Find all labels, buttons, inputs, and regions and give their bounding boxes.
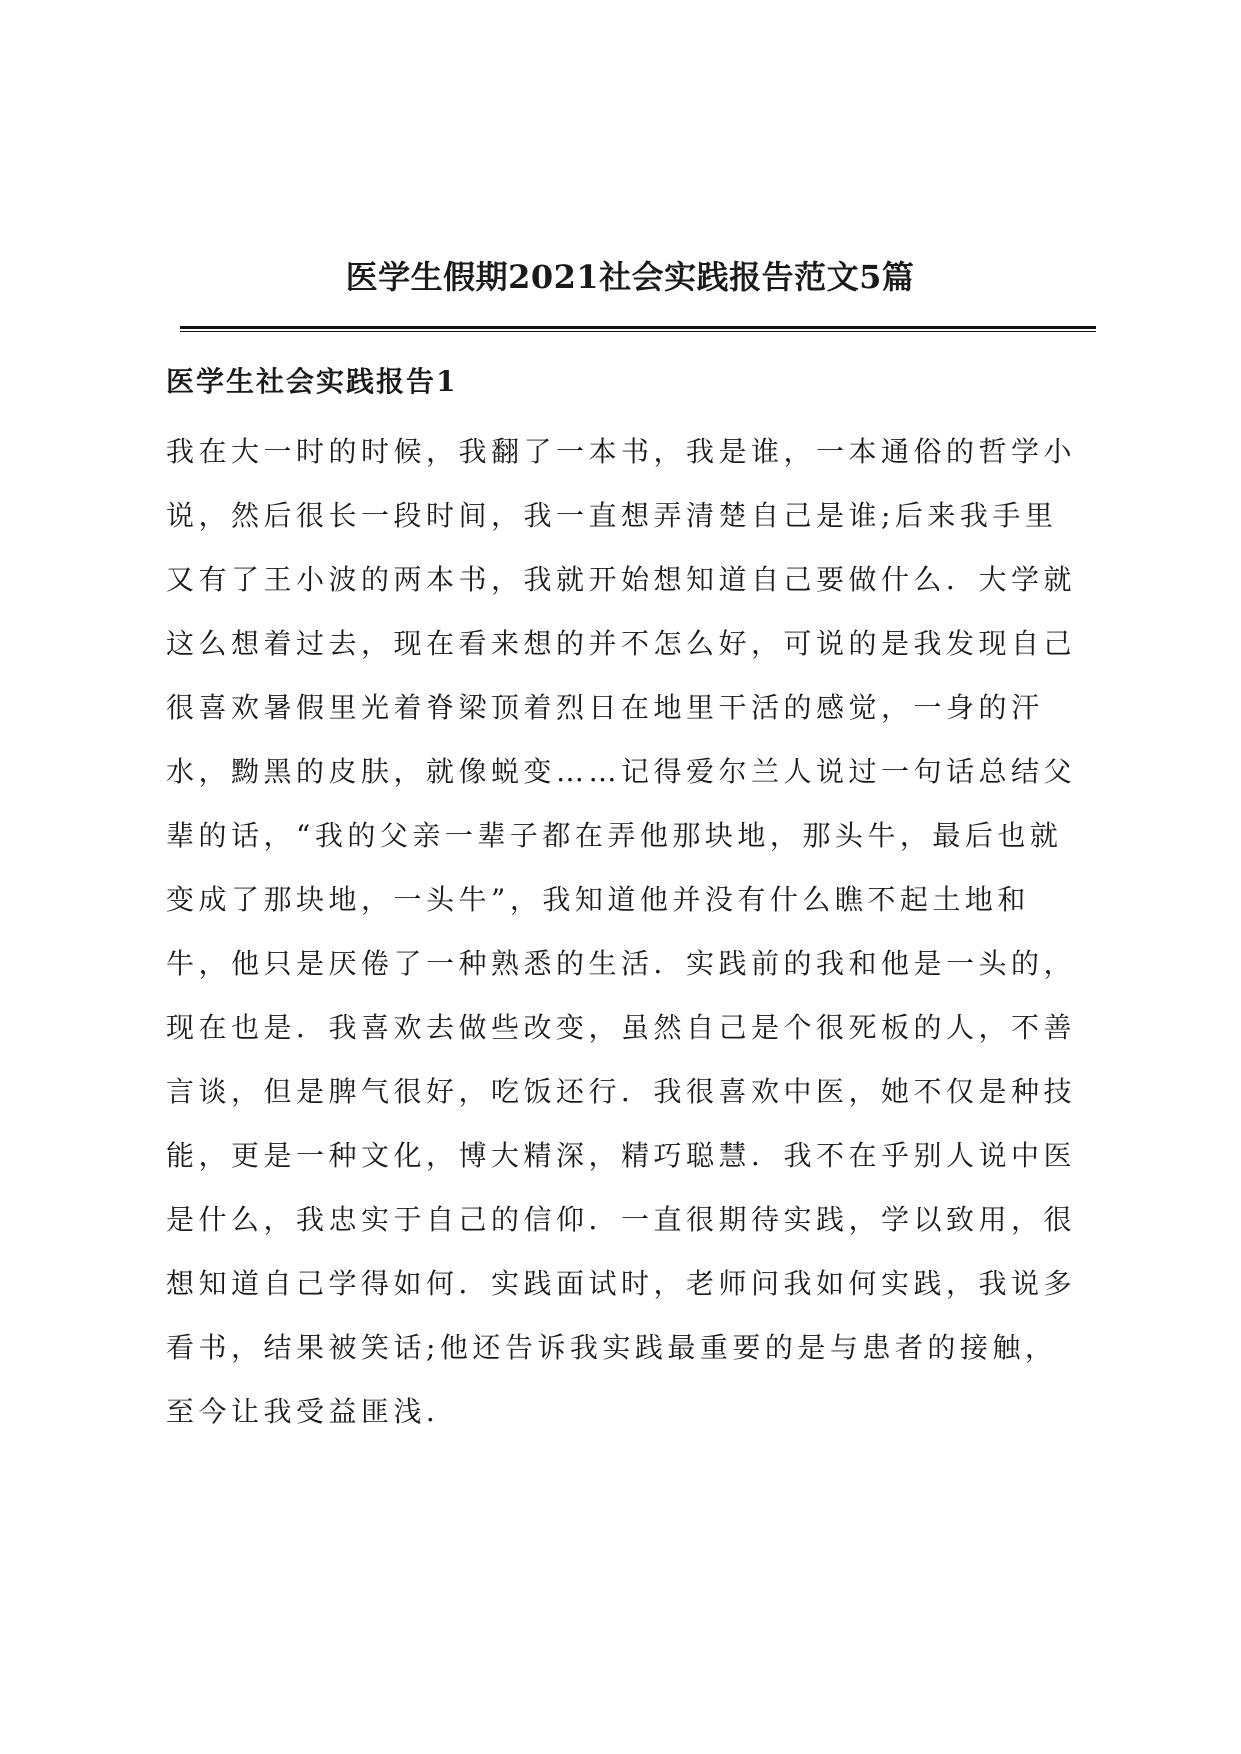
body-line: 辈的话，“我的父亲一辈子都在弄他那块地，那头牛，最后也就 [166, 819, 1063, 852]
body-line: 又有了王小波的两本书，我就开始想知道自己要做什么．大学就 [166, 563, 1077, 596]
body-line: 我在大一时的时候，我翻了一本书，我是谁，一本通俗的哲学小 [166, 435, 1077, 468]
body-line: 看书，结果被笑话;他还告诉我实践最重要的是与患者的接触， [166, 1331, 1058, 1364]
body-line: 水，黝黑的皮肤，就像蜕变……记得爱尔兰人说过一句话总结父 [166, 755, 1077, 788]
body-line: 现在也是．我喜欢去做些改变，虽然自己是个很死板的人，不善 [166, 1011, 1077, 1044]
section-heading: 医学生社会实践报告1 [166, 365, 458, 398]
body-line: 变成了那块地，一头牛”，我知道他并没有什么瞧不起土地和 [166, 883, 1030, 916]
body-line: 很喜欢暑假里光着脊梁顶着烈日在地里干活的感觉，一身的汗 [166, 691, 1044, 724]
body-line: 是什么，我忠实于自己的信仰．一直很期待实践，学以致用，很 [166, 1203, 1077, 1236]
title-divider-thin [180, 331, 1096, 332]
body-line: 能，更是一种文化，博大精深，精巧聪慧．我不在乎别人说中医 [166, 1139, 1077, 1172]
body-line: 这么想着过去，现在看来想的并不怎么好，可说的是我发现自己 [166, 627, 1077, 660]
body-line: 说，然后很长一段时间，我一直想弄清楚自己是谁;后来我手里 [166, 499, 1058, 532]
document-title: 医学生假期2021社会实践报告范文5篇 [345, 258, 915, 296]
body-line: 至今让我受益匪浅． [166, 1395, 459, 1428]
body-line: 想知道自己学得如何．实践面试时，老师问我如何实践，我说多 [166, 1267, 1077, 1300]
title-divider-thick [180, 326, 1096, 329]
body-text [166, 420, 1096, 1444]
body-line: 言谈，但是脾气很好，吃饭还行．我很喜欢中医，她不仅是种技 [166, 1075, 1077, 1108]
body-line: 牛，他只是厌倦了一种熟悉的生活．实践前的我和他是一头的， [166, 947, 1077, 980]
